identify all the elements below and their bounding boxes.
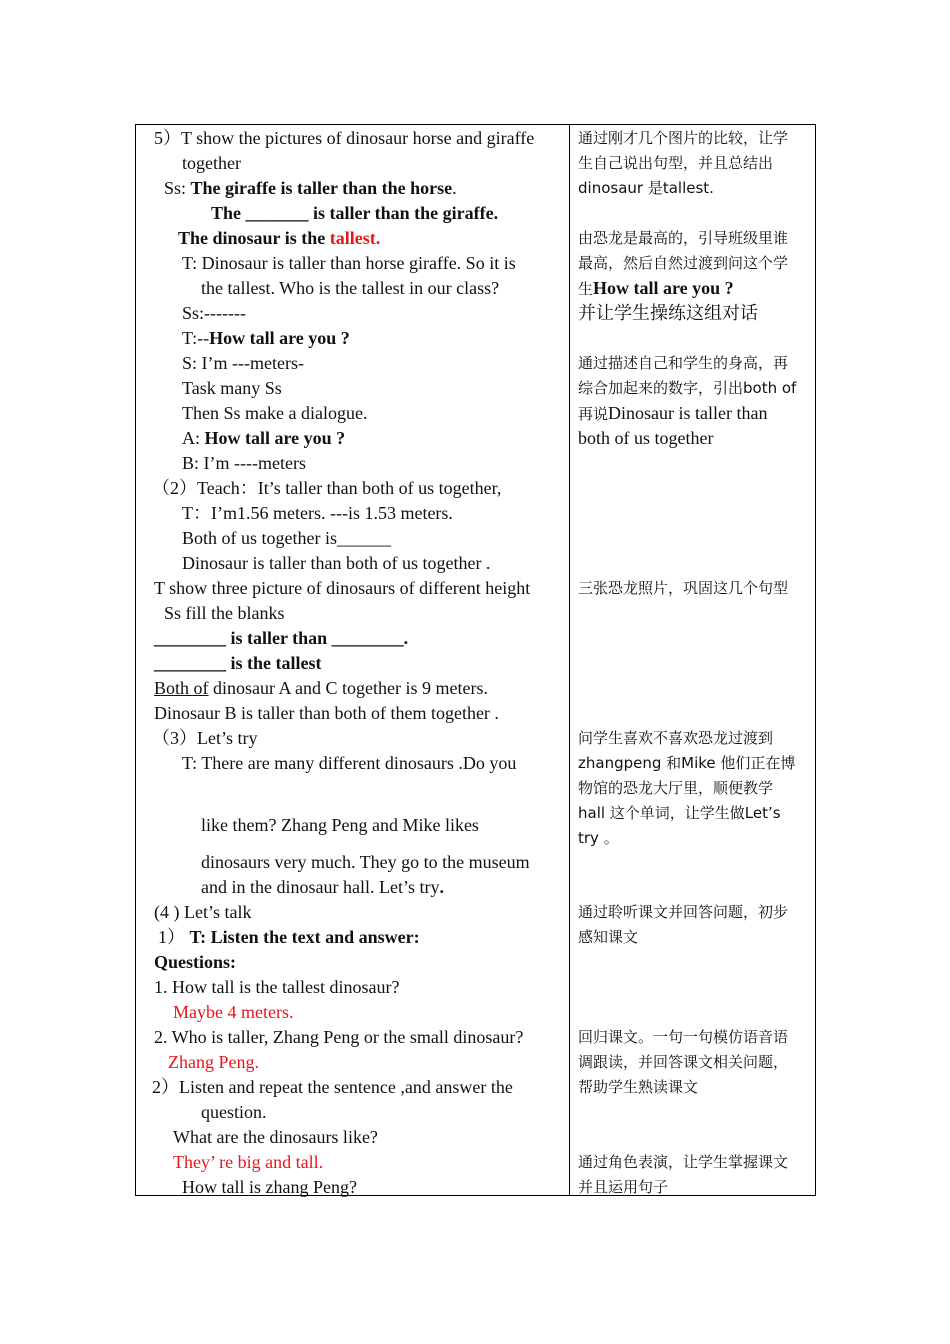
lesson-plan-table	[135, 124, 816, 1196]
text-line: Ss fill the blanks	[164, 603, 285, 623]
note-line: 并且运用句子	[578, 1178, 669, 1196]
design-intent-column	[570, 125, 816, 1195]
note-line: hall 这个单词，让学生做Let’s	[578, 804, 781, 822]
note-line: zhangpeng 和Mike 他们正在博	[578, 754, 796, 772]
text-line: together	[182, 153, 241, 173]
text-line: dinosaurs very much. They go to the museum	[201, 852, 530, 872]
question-2: 2. Who is taller, Zhang Peng or the small dinosaur?	[154, 1027, 524, 1047]
text-line: 2）Listen and repeat the sentence ,and answer the	[152, 1077, 513, 1097]
answer-1: Maybe 4 meters.	[173, 1002, 294, 1022]
text-line: S: I’m ---meters-	[182, 353, 304, 373]
text-line: The dinosaur is the tallest.	[178, 228, 381, 248]
question-1: 1. How tall is the tallest dinosaur?	[154, 977, 400, 997]
text-line: A: How tall are you ?	[182, 428, 346, 448]
text-line: T：I’m1.56 meters. ---is 1.53 meters.	[182, 503, 453, 523]
step-4-heading: (4 ) Let’s talk	[154, 902, 252, 922]
note-line: 通过聆听课文并回答问题，初步	[578, 903, 789, 921]
note-line: 帮助学生熟读课文	[578, 1078, 699, 1096]
note-line: 通过刚才几个图片的比较，让学	[578, 129, 789, 147]
note-line: 调跟读，并回答课文相关问题，	[578, 1053, 789, 1071]
note-line: 三张恐龙照片，巩固这几个句型	[578, 579, 789, 597]
step-5-intro: 5）T show the pictures of dinosaur horse and giraffe	[154, 128, 535, 148]
fill-blank-line: ________ is the tallest	[154, 653, 322, 673]
questions-heading: Questions:	[154, 952, 237, 972]
text-line: T: Dinosaur is taller than horse giraffe. So it is	[182, 253, 516, 273]
note-line: 通过角色表演，让学生掌握课文	[578, 1153, 789, 1171]
text-line: Task many Ss	[182, 378, 282, 398]
text-line: question.	[201, 1102, 267, 1122]
text-line: the tallest. Who is the tallest in our class?	[201, 278, 500, 298]
note-line: 生自己说出句型，并且总结出	[578, 154, 774, 172]
note-line: 并让学生操练这组对话	[578, 303, 758, 324]
text-line: T: There are many different dinosaurs .Do you	[182, 753, 517, 773]
note-line: both of us together	[578, 428, 714, 448]
text-line: Dinosaur is taller than both of us together .	[182, 553, 491, 573]
note-line: 通过描述自己和学生的身高，再	[578, 354, 789, 372]
note-line: 最高，然后自然过渡到问这个学	[578, 254, 789, 272]
note-line: try 。	[578, 829, 619, 847]
answer-2: Zhang Peng.	[168, 1052, 259, 1072]
note-line: 综合加起来的数字，引出both of	[578, 379, 797, 397]
note-line: 再说Dinosaur is taller than	[578, 403, 768, 423]
question-3: What are the dinosaurs like?	[173, 1127, 378, 1147]
text-line: Ss:-------	[182, 303, 246, 323]
text-line: T show three picture of dinosaurs of different height	[154, 578, 531, 598]
note-line: 问学生喜欢不喜欢恐龙过渡到	[578, 729, 774, 747]
step-2-heading: （2）Teach：It’s taller than both of us together,	[152, 478, 502, 498]
text-line: Ss: The giraffe is taller than the horse.	[164, 178, 457, 198]
step-3-heading: （3）Let’s try	[152, 728, 258, 748]
text-line: Both of us together is______	[182, 528, 391, 548]
answer-3: They’ re big and tall.	[173, 1152, 324, 1172]
text-line: 1） T: Listen the text and answer:	[158, 927, 420, 947]
text-line: Dinosaur B is taller than both of them together .	[154, 703, 499, 723]
note-line: 物馆的恐龙大厅里，顺便教学	[578, 779, 774, 797]
text-line: like them? Zhang Peng and Mike likes	[201, 815, 479, 835]
text-line: and in the dinosaur hall. Let’s try.	[201, 877, 444, 897]
text-line: T:--How tall are you ?	[182, 328, 350, 348]
text-line: Then Ss make a dialogue.	[182, 403, 368, 423]
note-line: 感知课文	[578, 928, 639, 946]
note-line: 生How tall are you ?	[578, 278, 734, 298]
note-line: 由恐龙是最高的，引导班级里谁	[578, 229, 789, 247]
text-line: B: I’m ----meters	[182, 453, 306, 473]
text-line: The _______ is taller than the giraffe.	[211, 203, 499, 223]
fill-blank-line: ________ is taller than ________.	[154, 628, 409, 648]
text-line: Both of dinosaur A and C together is 9 meters.	[154, 678, 488, 698]
teaching-steps-column	[136, 125, 569, 1195]
note-line: dinosaur 是tallest.	[578, 179, 714, 197]
question-4: How tall is zhang Peng?	[182, 1177, 357, 1197]
note-line: 回归课文。一句一句模仿语音语	[578, 1028, 789, 1046]
